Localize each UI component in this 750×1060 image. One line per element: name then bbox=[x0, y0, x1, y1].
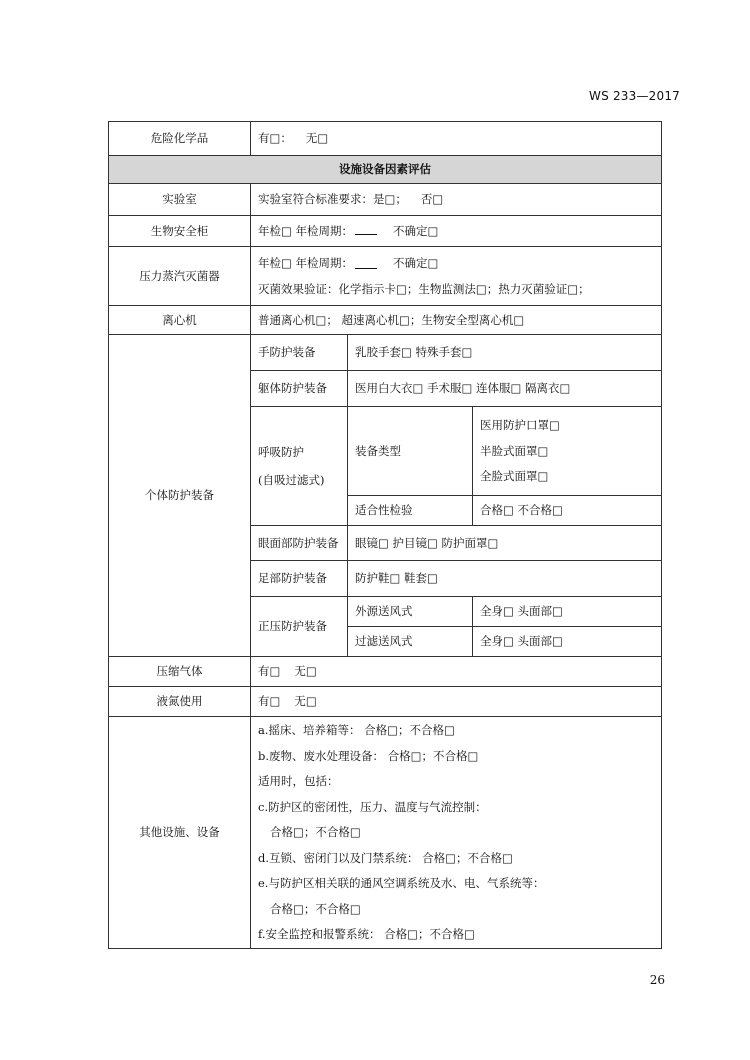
ln2-value bbox=[251, 687, 662, 717]
ppe-resp-type-label: 装备类型 bbox=[348, 407, 473, 496]
ppe-face-value: 眼镜□ 护目镜□ 防护面罩□ bbox=[348, 526, 662, 561]
other-line: b.废物、废水处理设备： 合格□；不合格□ bbox=[258, 748, 479, 763]
ppe-body-label: 躯体防护装备 bbox=[251, 371, 348, 407]
bsc-uncertain: 不确定□ bbox=[393, 223, 439, 238]
section-title: 设施设备因素评估 bbox=[109, 156, 662, 184]
hazchem-label: 危险化学品 bbox=[109, 122, 251, 156]
row-other bbox=[109, 717, 662, 949]
gas-value bbox=[251, 657, 662, 687]
ppe-resp-label-2: (自吸过滤式) bbox=[258, 473, 325, 487]
ppe-resp-label bbox=[251, 407, 348, 526]
row-lab bbox=[109, 184, 662, 216]
other-line: 适用时，包括： bbox=[258, 774, 339, 789]
other-label: 其他设施、设备 bbox=[109, 717, 251, 949]
row-gas bbox=[109, 657, 662, 687]
page-number: 26 bbox=[649, 973, 665, 987]
lab-label: 实验室 bbox=[109, 184, 251, 216]
autoclave-uncertain: 不确定□ bbox=[393, 256, 439, 271]
ppe-face-label: 眼面部防护装备 bbox=[251, 526, 348, 561]
other-value bbox=[251, 717, 662, 949]
ppe-pressure-external-value: 全身□ 头面部□ bbox=[473, 597, 662, 627]
other-line: f.安全监控和报警系统： 合格□；不合格□ bbox=[258, 927, 475, 942]
ln2-no: 无□ bbox=[294, 694, 317, 709]
other-line: d.互锁、密闭门以及门禁系统： 合格□；不合格□ bbox=[258, 850, 513, 865]
ppe-resp-type-item: 半脸式面罩□ bbox=[480, 443, 549, 458]
gas-label: 压缩气体 bbox=[109, 657, 251, 687]
ppe-resp-type-item: 全脸式面罩□ bbox=[480, 469, 549, 484]
ppe-resp-fit-label: 适合性检验 bbox=[348, 496, 473, 526]
gas-no: 无□ bbox=[294, 664, 317, 679]
bsc-label: 生物安全柜 bbox=[109, 216, 251, 247]
row-section-title bbox=[109, 156, 662, 184]
ppe-foot-label: 足部防护装备 bbox=[251, 561, 348, 597]
lab-no: 否□ bbox=[420, 192, 444, 207]
row-centrifuge bbox=[109, 306, 662, 335]
hazchem-no: 无□ bbox=[305, 131, 329, 146]
autoclave-period-blank bbox=[355, 258, 377, 269]
ln2-label: 液氮使用 bbox=[109, 687, 251, 717]
ppe-body-value: 医用白大衣□ 手术服□ 连体服□ 隔离衣□ bbox=[348, 371, 662, 407]
gas-yes: 有□ bbox=[258, 664, 281, 679]
bsc-annual: 年检□ 年检周期： bbox=[258, 223, 354, 238]
other-line: 合格□；不合格□ bbox=[270, 825, 361, 840]
bsc-period-blank bbox=[355, 224, 377, 235]
autoclave-value bbox=[251, 247, 662, 306]
ppe-resp-types bbox=[473, 407, 662, 496]
row-autoclave bbox=[109, 247, 662, 306]
row-ln2 bbox=[109, 687, 662, 717]
ppe-foot-value: 防护鞋□ 鞋套□ bbox=[348, 561, 662, 597]
lab-text: 实验室符合标准要求：是□； bbox=[258, 192, 407, 207]
ppe-resp-type-item: 医用防护口罩□ bbox=[480, 418, 560, 433]
ppe-resp-label-1: 呼吸防护 bbox=[258, 444, 304, 459]
centrifuge-value: 普通离心机□； 超速离心机□；生物安全型离心机□ bbox=[251, 306, 662, 335]
assessment-table bbox=[108, 121, 662, 949]
autoclave-validation: 灭菌效果验证：化学指示卡□；生物监测法□；热力灭菌验证□； bbox=[258, 281, 590, 296]
other-line: e.与防护区相关联的通风空调系统及水、电、气系统等： bbox=[258, 876, 545, 891]
other-line: 合格□；不合格□ bbox=[270, 901, 361, 916]
ppe-hand-value: 乳胶手套□ 特殊手套□ bbox=[348, 335, 662, 371]
ppe-hand-label: 手防护装备 bbox=[251, 335, 348, 371]
other-line: c.防护区的密闭性，压力、温度与气流控制： bbox=[258, 799, 487, 814]
ln2-yes: 有□ bbox=[258, 694, 281, 709]
row-ppe-hand bbox=[109, 335, 662, 371]
autoclave-annual: 年检□ 年检周期： bbox=[258, 256, 354, 271]
ppe-pressure-label: 正压防护装备 bbox=[251, 597, 348, 657]
ppe-resp-fit-value: 合格□ 不合格□ bbox=[473, 496, 662, 526]
other-line: a.摇床、培养箱等： 合格□；不合格□ bbox=[258, 723, 455, 738]
standard-code: WS 233—2017 bbox=[589, 89, 680, 103]
hazchem-yes: 有□： bbox=[258, 131, 292, 146]
centrifuge-label: 离心机 bbox=[109, 306, 251, 335]
row-bsc bbox=[109, 216, 662, 247]
bsc-value bbox=[251, 216, 662, 247]
ppe-pressure-filter-value: 全身□ 头面部□ bbox=[473, 627, 662, 657]
lab-value bbox=[251, 184, 662, 216]
ppe-label: 个体防护装备 bbox=[109, 335, 251, 657]
hazchem-value bbox=[251, 122, 662, 156]
autoclave-label: 压力蒸汽灭菌器 bbox=[109, 247, 251, 306]
ppe-pressure-filter-label: 过滤送风式 bbox=[348, 627, 473, 657]
ppe-pressure-external-label: 外源送风式 bbox=[348, 597, 473, 627]
row-hazchem bbox=[109, 122, 662, 156]
